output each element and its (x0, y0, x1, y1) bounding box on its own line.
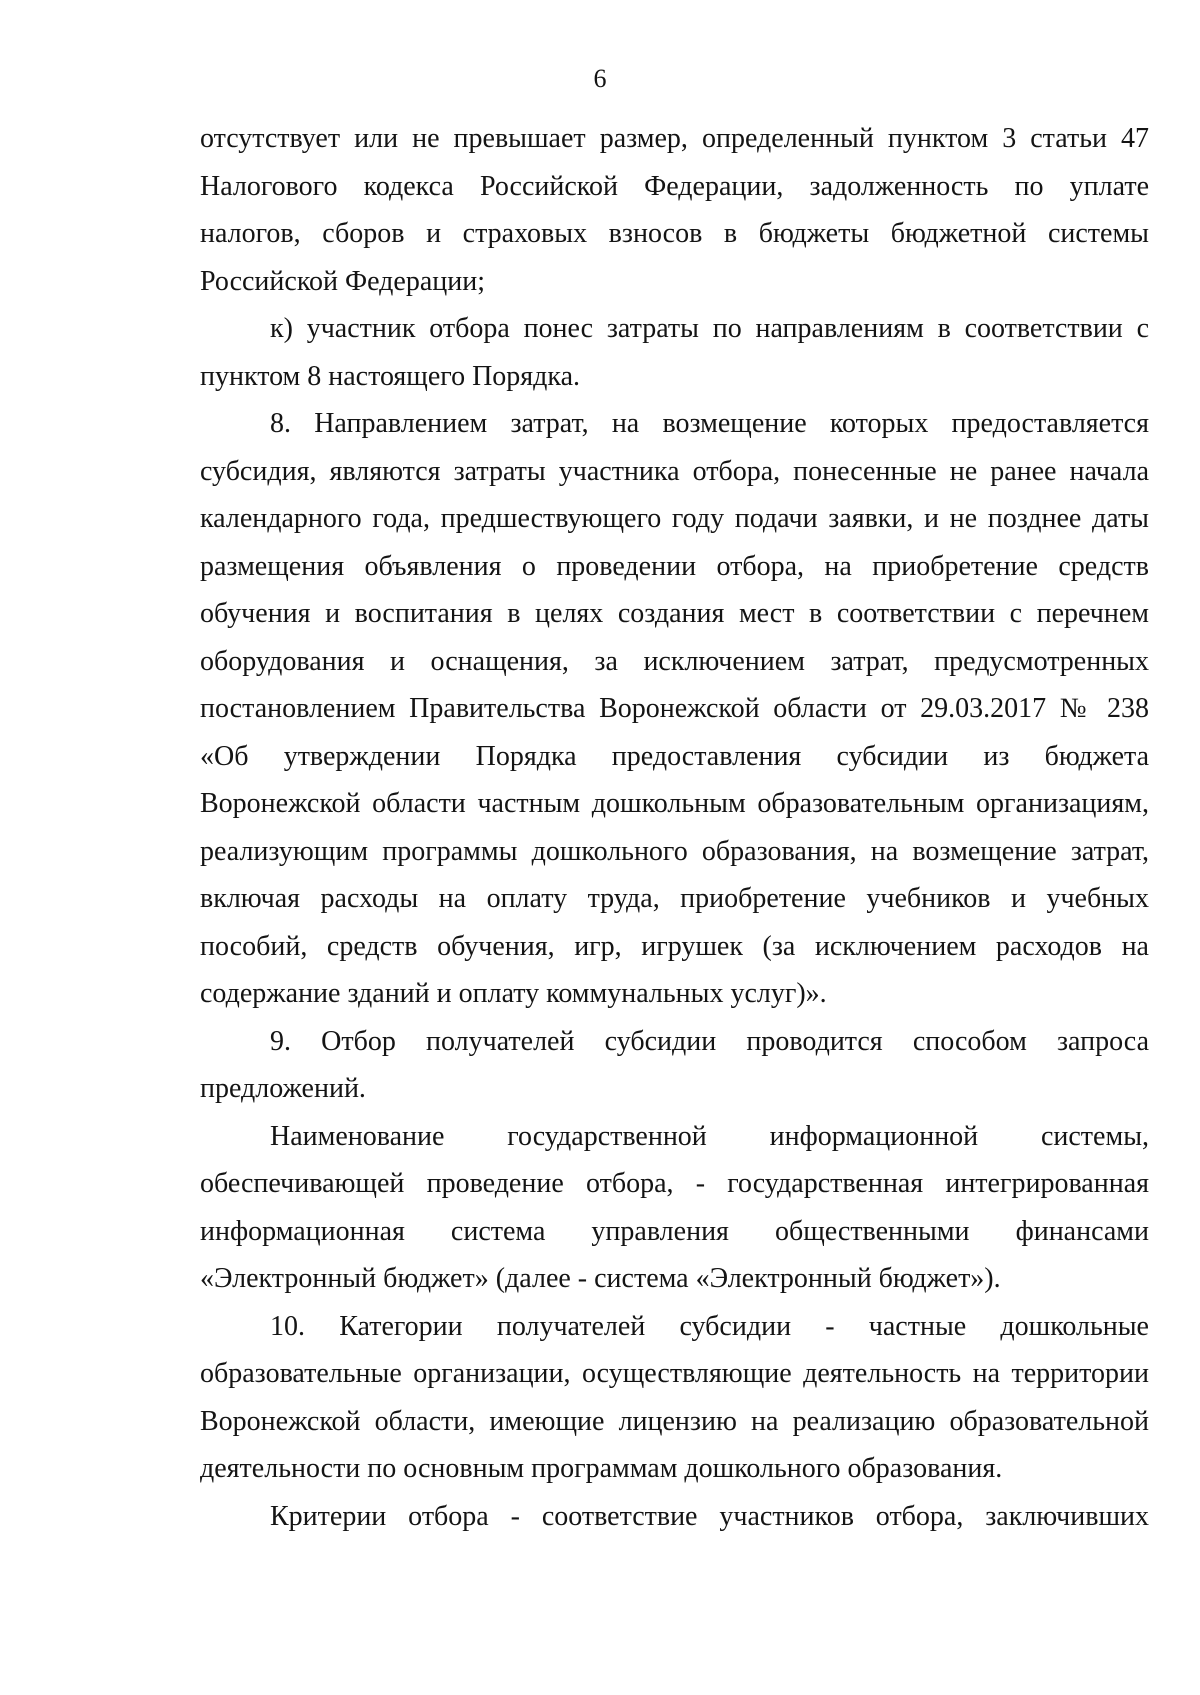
text-line: включая расходы на оплату труда, приобретение учебников и учебных (200, 883, 1149, 914)
text-line: к) участник отбора понес затраты по направлениям в соответствии с (270, 313, 1149, 344)
text-line: отсутствует или не превышает размер, определенный пунктом 3 статьи 47 (200, 123, 1149, 154)
text-line: пособий, средств обучения, игр, игрушек (за исключением расходов на (200, 930, 1149, 962)
text-line: субсидия, являются затраты участника отбора, понесенные не ранее начала (200, 455, 1149, 487)
text-line: налогов, сборов и страховых взносов в бюджеты бюджетной системы (200, 218, 1149, 249)
text-line: «Об утверждении Порядка предоставления субсидии из бюджета (200, 740, 1149, 772)
paragraph (200, 1018, 1149, 1113)
text-line: Наименование государственной информационной системы, (270, 1120, 1149, 1152)
page-number: 6 (593, 64, 607, 93)
document-body (200, 115, 1149, 1540)
text-line: Воронежской области частным дошкольным образовательным организациям, (200, 788, 1149, 819)
text-line: Налогового кодекса Российской Федерации, задолженность по уплате (200, 170, 1149, 202)
paragraph (200, 1303, 1149, 1493)
text-line: деятельности по основным программам дошкольного образования. (200, 1453, 1003, 1484)
text-line: реализующим программы дошкольного образования, на возмещение затрат, (200, 835, 1149, 867)
paragraph (200, 1493, 1149, 1541)
text-line: размещения объявления о проведении отбора, на приобретение средств (200, 550, 1149, 582)
text-line: 9. Отбор получателей субсидии проводится способом запроса (270, 1025, 1149, 1057)
text-line: постановлением Правительства Воронежской области от 29.03.2017 № 238 (200, 693, 1149, 724)
paragraph (200, 400, 1149, 1018)
text-line: «Электронный бюджет» (далее - система «Электронный бюджет»). (200, 1263, 1001, 1294)
text-line: содержание зданий и оплату коммунальных услуг)». (200, 978, 827, 1009)
text-line: информационная система управления общественными финансами (200, 1215, 1149, 1247)
paragraph (200, 1113, 1149, 1303)
text-line: Критерии отбора - соответствие участников отбора, заключивших (270, 1500, 1149, 1532)
text-line: 8. Направлением затрат, на возмещение которых предоставляется (270, 408, 1149, 439)
text-line: Воронежской области, имеющие лицензию на реализацию образовательной (200, 1405, 1149, 1437)
text-line: Российской Федерации; (200, 265, 486, 297)
text-line: пунктом 8 настоящего Порядка. (200, 360, 581, 392)
text-line: обеспечивающей проведение отбора, - государственная интегрированная (200, 1168, 1149, 1199)
text-line: образовательные организации, осуществляющие деятельность на территории (200, 1358, 1149, 1389)
paragraph (200, 305, 1149, 400)
text-line: календарного года, предшествующего году подачи заявки, и не позднее даты (200, 503, 1149, 534)
paragraph (200, 115, 1149, 305)
text-line: 10. Категории получателей субсидии - частные дошкольные (270, 1310, 1149, 1342)
text-line: оборудования и оснащения, за исключением затрат, предусмотренных (200, 645, 1149, 677)
text-line: предложений. (200, 1073, 366, 1104)
text-line: обучения и воспитания в целях создания мест в соответствии с перечнем (200, 598, 1149, 629)
